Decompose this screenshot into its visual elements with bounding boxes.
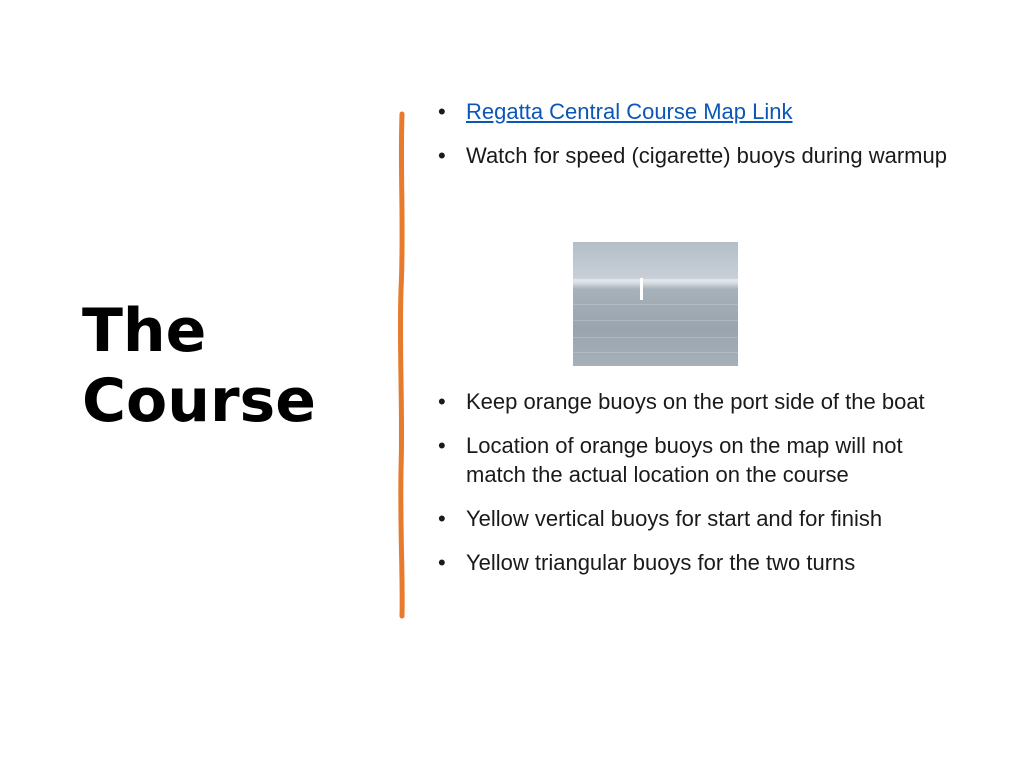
list-item — [438, 548, 958, 577]
course-map-link[interactable]: Regatta Central Course Map Link — [466, 99, 793, 124]
slide-title: The Course — [82, 296, 316, 436]
bullet-glyph: • — [438, 506, 446, 531]
bullet-text: Yellow vertical buoys for start and for finish — [466, 506, 883, 531]
water-ripple — [573, 304, 738, 305]
bottom-bullet-list — [438, 387, 958, 592]
speed-buoy-mark — [640, 278, 643, 300]
horizon-line — [573, 279, 738, 282]
bullet-text: Yellow triangular buoys for the two turns — [466, 550, 856, 575]
list-item — [438, 141, 958, 170]
bullet-glyph: • — [438, 433, 446, 458]
list-item — [438, 504, 958, 533]
bullet-glyph: • — [438, 389, 446, 414]
water-ripple — [573, 320, 738, 321]
water-ripple — [573, 352, 738, 353]
orange-divider-line — [390, 110, 414, 620]
bullet-text: Keep orange buoys on the port side of the boat — [466, 389, 925, 414]
water-ripple — [573, 337, 738, 338]
bullet-glyph: • — [438, 143, 446, 168]
bullet-glyph: • — [438, 550, 446, 575]
bullet-glyph: • — [438, 99, 446, 124]
list-item — [438, 97, 958, 126]
bullet-text: Location of orange buoys on the map will not match the actual location on the course — [466, 433, 903, 487]
bullet-text: Watch for speed (cigarette) buoys during warmup — [466, 143, 947, 168]
buoy-on-water-photo — [573, 242, 738, 366]
top-bullet-list — [438, 97, 958, 185]
list-item — [438, 387, 958, 416]
list-item — [438, 431, 958, 489]
